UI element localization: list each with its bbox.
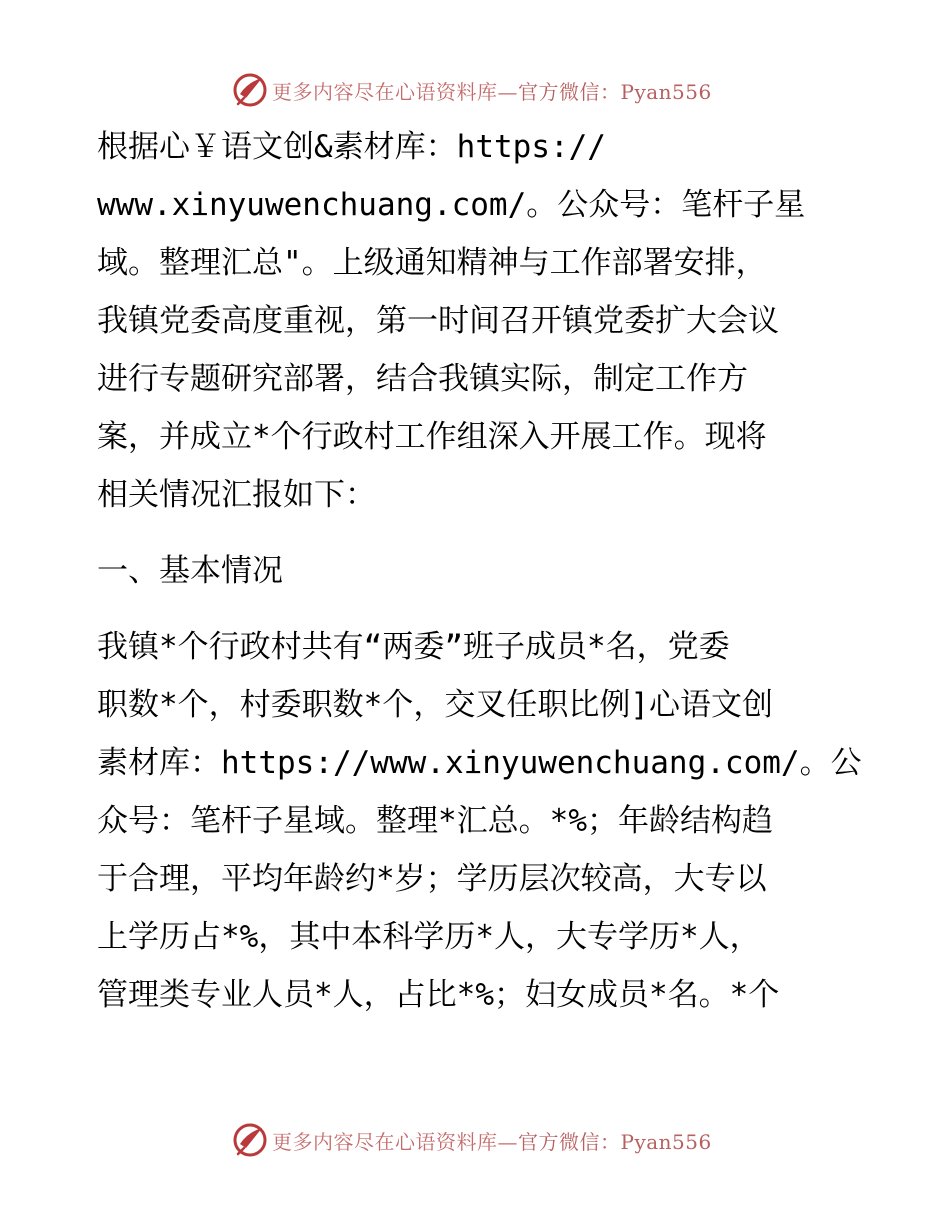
footer-banner xyxy=(232,1120,712,1160)
paragraph-line: 职数*个，村委职数*个，交叉任职比例]心语文创 xyxy=(97,687,773,723)
paragraph-line: 我镇*个行政村共有“两委”班子成员*名，党委 xyxy=(97,629,730,665)
paragraph-line: 相关情况汇报如下： xyxy=(97,477,376,513)
paragraph-line: 域。整理汇总"。上级通知精神与工作部署安排， xyxy=(97,245,767,281)
paragraph-line: www.xinyuwenchuang.com/。公众号：笔杆子星 xyxy=(97,187,806,223)
paragraph-line: 管理类专业人员*人，占比*%；妇女成员*名。*个 xyxy=(97,977,780,1013)
paragraph-line: 案，并成立*个行政村工作组深入开展工作。现将 xyxy=(97,419,767,455)
quill-logo-icon xyxy=(232,1122,268,1158)
paragraph-line: 于合理，平均年龄约*岁；学历层次较高，大专以 xyxy=(97,861,767,897)
paragraph-gap xyxy=(97,524,877,542)
header-banner-main: 更多内容尽在心语资料库 xyxy=(272,79,498,104)
header-banner-text xyxy=(272,76,712,105)
header-banner-wechat: 官方微信：Pyan556 xyxy=(518,79,712,104)
document-body xyxy=(97,118,877,1024)
paragraph-line: 众号：笔杆子星域。整理*汇总。*%；年龄结构趋 xyxy=(97,803,773,839)
paragraph-gap xyxy=(97,600,877,618)
header-banner xyxy=(232,70,712,110)
quill-logo-icon xyxy=(232,72,268,108)
paragraph-line: 根据心￥语文创&素材库：https:// xyxy=(97,129,606,165)
header-banner-sep: — xyxy=(497,79,518,104)
footer-banner-wechat: 官方微信：Pyan556 xyxy=(518,1129,712,1154)
paragraph-line: 素材库：https://www.xinyuwenchuang.com/。公 xyxy=(97,745,862,781)
paragraph-line: 我镇党委高度重视，第一时间召开镇党委扩大会议 xyxy=(97,303,779,339)
paragraph-line: 进行专题研究部署，结合我镇实际，制定工作方 xyxy=(97,361,748,397)
footer-banner-main: 更多内容尽在心语资料库 xyxy=(272,1129,498,1154)
footer-banner-sep: — xyxy=(497,1129,518,1154)
footer-banner-text xyxy=(272,1126,712,1155)
section-heading: 一、基本情况 xyxy=(97,553,283,589)
paragraph-line: 上学历占*%，其中本科学历*人，大专学历*人， xyxy=(97,919,761,955)
